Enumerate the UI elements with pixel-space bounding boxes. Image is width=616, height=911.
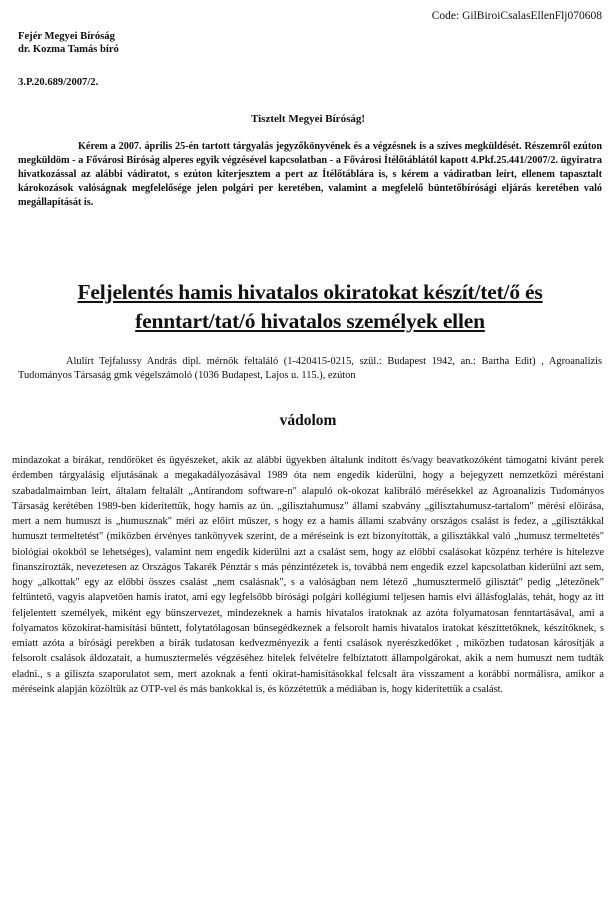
body-paragraph: mindazokat a bírákat, rendőröket és ügyészeket, akik az alábbi ügyekben általunk indított és/vagy beavatkozóként támogatni kívánt perek érdemben tárgyalásig eljutásának a megakadályozásával 1989 óta nem engedik kiderülni, hogy a bejegyzett nemzetközi méréstani szabadalmaimban leírt, általam feltalált „Antirandom software-n" alapuló ok-okozat kalibráló mérésekkel az Agroanalizis Tudományos Társaság kerétében 1989-ben kiderítettük, hogy hamis az ún. „gilisztahumusz" állami szabvány „gilisztahumusz-tartalom" mérési előírása, mert a nem humuszt is „humusznak" méri az előírt műszer, s hogy ez a hamis állami szabvány országos csalást is fedez, a „gilisztákkal humuszt termeltetést" (miközben érvényes tankönyvek szerint, de a méréseink is ezt bizonyították, a gilisztákkal való „humusz termeltetés" biológiai okokból se lehetséges), valamint nem engedik kiderülni azt a csalást sem, hogy az előbbi csalásokat közpénz terhére is hitelezve finanszírozták, nevezetesen az Országos Takarék Pénztár s más pénzintézetek is, továbbá nem engedik ezzel kapcsolatban kiderülni azt sem, hogy „alkottak" egy az előbbi összes csalást „nem csalásnak", s a valóságban nem létező „humusztermelő gilisztát" pedig „létezőnek" feltüntető, vagyis alapvetően hamis iratot, ami egy legfelsőbb bírósági polgári kollégiumi teljesen hamis elvi állásfoglalás, tehát, hogy az itt feljelentett személyek, miként egy bűnszervezet, mindezeknek a hamis hivatalos iratoknak az azóta folyamatosan fenntartásával, ami a folyamatos közokirat-hamisítási bűntett, folytatólagosan bűnsegédkeznek a felsorolt hamis hivatalos iratokat készíttetőknek, készítőknek, s emiatt azóta a bírósági perekben a bírák tudatosan kedvezményezik a fenti csalások nyerészkedőket , miközben tudatosan károsítják a felsorolt csalások áldozatait, a humusztermelés végzéséhez hitelek felvételre felbíztatott állampolgárokat, akik a nem humuszt nem tudták eladni., s a giliszta szaporulatot sem, mert azoknak a fenti okirat-hamisításokkal felcsalt ára visszament a korábbi normálisra, amikor a méréseink alapján közöltük az OTP-vel és más bankokkal is, és közzétettük a médiában is, hogy kiderítettük a csalást. <box>12 455 604 695</box>
court-name: Fejér Megyei Bíróság <box>18 31 115 42</box>
salutation: Tisztelt Megyei Bíróság! <box>250 113 366 125</box>
accusation-heading: vádolom <box>279 412 337 429</box>
addressee-block <box>18 30 119 56</box>
document-code: Code: GilBiroiCsalasEllenFlj070608 <box>431 10 602 22</box>
case-number: 3.P.20.689/2007/2. <box>18 77 99 88</box>
intro-paragraph: Kérem a 2007. április 25-én tartott tárgyalás jegyzőkönyvének és a végzésnek is a szíves megküldését. Részemről ezúton megküldöm - a Fővárosi Bíróság alperes egyik végzésével kapcsolatban - a Fővárosi Ítélőtáblától kapott 4.Pkf.25.441/2007/2. ügyiratra hivatkozással az alábbi vádiratot, s ezúton kiterjesztem a pert az Ítélőtáblára is, s kérem a vádiratban leírt, ellenem tapasztalt károkozások valóságnak megfelelősége jelen polgári per keretében, valamint a megfelelő büntetőbírósági eljárás keretében való megállapítását is. <box>18 141 602 208</box>
document-title: Feljelentés hamis hivatalos okiratokat készít/tet/ő és fenntart/tat/ó hivatalos személyek ellen <box>77 280 543 333</box>
judge-name: dr. Kozma Tamás bíró <box>18 44 119 55</box>
accuser-paragraph: Alulírt Tejfalussy András dipl. mérnök feltaláló (1-420415-0215, szül.: Budapest 1942, an.: Bartha Edit) , Agroanalizis Tudományos Társaság gmk végelszámoló (1036 Budapest, Lajos u. 115.), ezúton <box>18 356 602 382</box>
